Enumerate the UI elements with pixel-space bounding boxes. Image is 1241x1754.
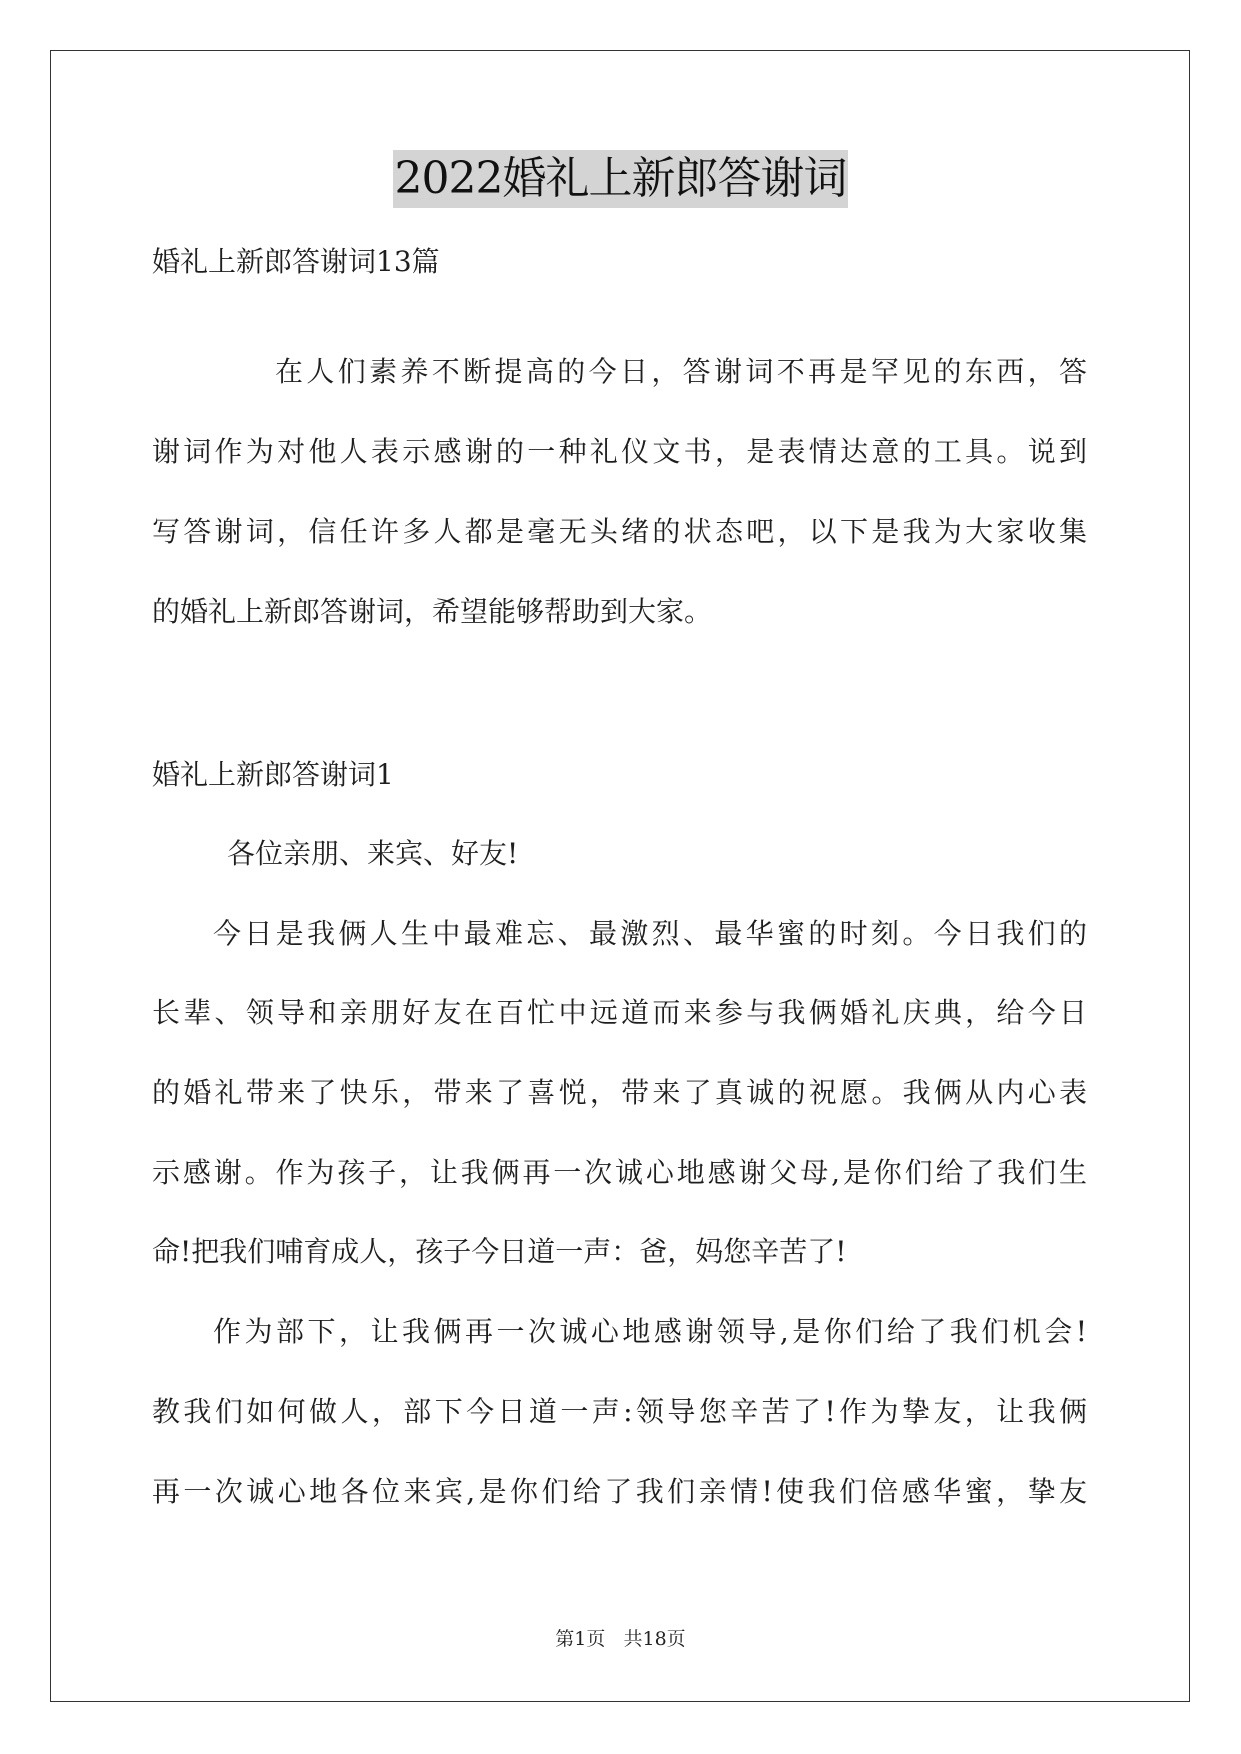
page-footer (0, 1627, 1241, 1651)
body-line: 示感谢。作为孩子，让我俩再一次诚心地感谢父母,是你们给了我们生 (152, 1156, 1087, 1189)
page-border (50, 50, 1190, 1702)
body-line: 的婚礼带来了快乐，带来了喜悦，带来了真诚的祝愿。我俩从内心表 (152, 1076, 1087, 1109)
body-line: 再一次诚心地各位来宾,是你们给了我们亲情!使我们倍感华蜜，挚友 (152, 1475, 1087, 1508)
greeting: 各位亲朋、来宾、好友! (227, 837, 519, 870)
body-line: 教我们如何做人，部下今日道一声:领导您辛苦了!作为挚友，让我俩 (152, 1395, 1087, 1428)
title-container (0, 150, 1241, 208)
intro-line: 写答谢词，信任许多人都是毫无头绪的状态吧，以下是我为大家收集 (152, 515, 1087, 548)
document-subtitle: 婚礼上新郎答谢词13篇 (152, 245, 440, 278)
body-line: 长辈、领导和亲朋好友在百忙中远道而来参与我俩婚礼庆典，给今日 (152, 996, 1087, 1029)
intro-line: 谢词作为对他人表示感谢的一种礼仪文书，是表情达意的工具。说到 (152, 435, 1087, 468)
intro-line: 的婚礼上新郎答谢词，希望能够帮助到大家。 (152, 595, 713, 628)
page-number: 第1页 共18页 (555, 1628, 686, 1650)
section-heading: 婚礼上新郎答谢词1 (152, 758, 394, 791)
body-line: 命!把我们哺育成人，孩子今日道一声：爸，妈您辛苦了! (152, 1235, 847, 1268)
body-line: 今日是我俩人生中最难忘、最激烈、最华蜜的时刻。今日我们的 (213, 917, 1087, 950)
document-title: 2022婚礼上新郎答谢词 (393, 150, 849, 208)
intro-line: 在人们素养不断提高的今日，答谢词不再是罕见的东西，答 (275, 355, 1087, 388)
body-line: 作为部下，让我俩再一次诚心地感谢领导,是你们给了我们机会! (213, 1315, 1087, 1348)
